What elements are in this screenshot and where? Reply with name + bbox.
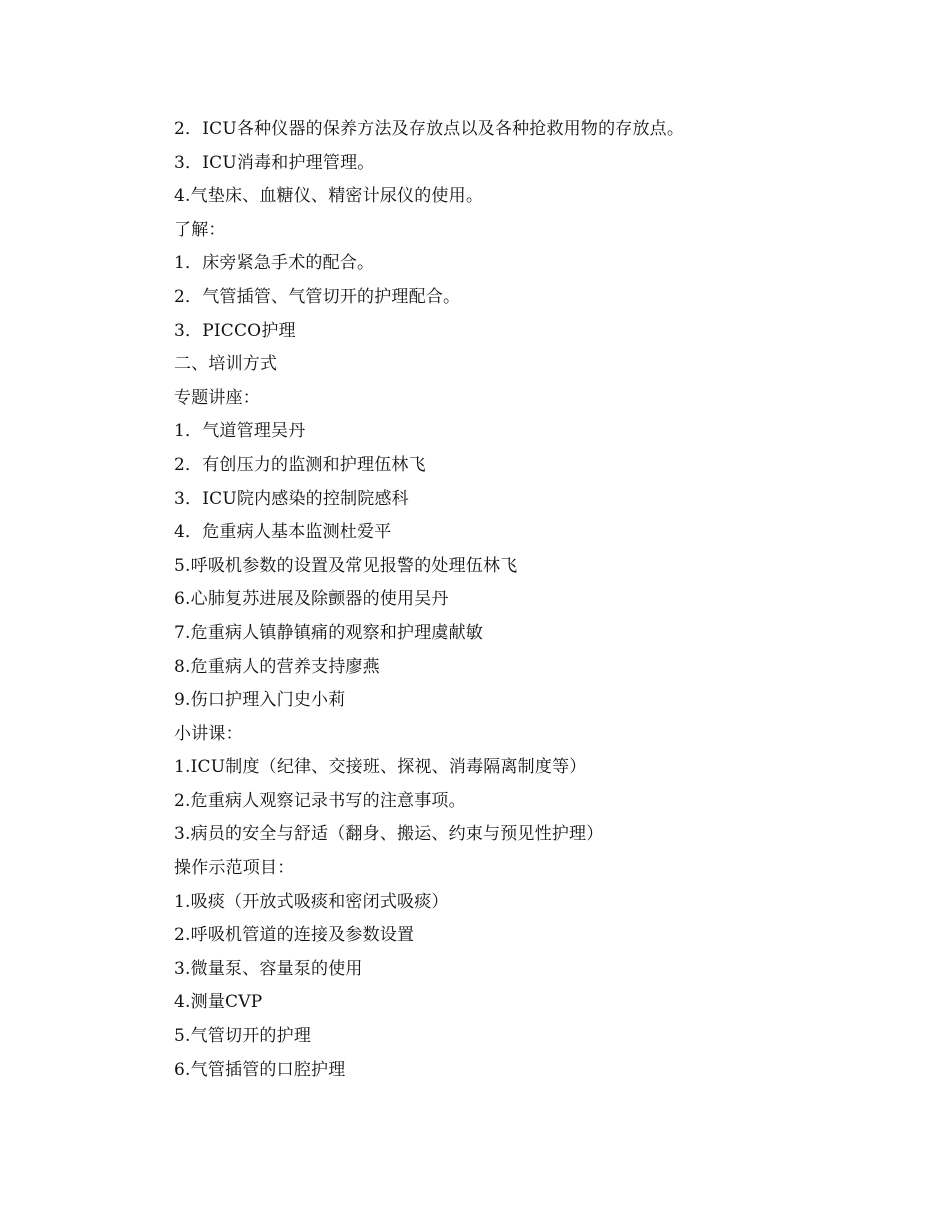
text-line: 8.危重病人的营养支持廖燕 (174, 656, 380, 677)
text-line: 4.测量CVP (174, 992, 263, 1013)
section-label: 小讲课： (174, 723, 243, 744)
text-line: 4.气垫床、血糖仪、精密计尿仪的使用。 (174, 186, 484, 207)
text-line: 3．ICU院内感染的控制院感科 (174, 488, 409, 509)
text-line: 7.危重病人镇静镇痛的观察和护理虞献敏 (174, 622, 484, 643)
text-line: 3．ICU消毒和护理管理。 (174, 152, 375, 173)
section-heading: 二、培训方式 (174, 354, 278, 375)
text-line: 1.ICU制度（纪律、交接班、探视、消毒隔离制度等） (174, 757, 587, 778)
text-line: 6.心肺复苏进展及除颤器的使用吴丹 (174, 589, 449, 610)
section-label: 专题讲座： (174, 387, 260, 408)
text-line: 1．床旁紧急手术的配合。 (174, 253, 375, 274)
section-label: 操作示范项目： (174, 858, 295, 879)
text-line: 2．有创压力的监测和护理伍林飞 (174, 454, 426, 475)
text-line: 3.病员的安全与舒适（翻身、搬运、约束与预见性护理） (174, 824, 604, 845)
text-line: 6.气管插管的口腔护理 (174, 1059, 346, 1080)
text-line: 2．气管插管、气管切开的护理配合。 (174, 286, 461, 307)
text-line: 1．气道管理吴丹 (174, 421, 306, 442)
text-line: 3．PICCO护理 (174, 320, 296, 341)
document-body (174, 113, 894, 1087)
text-line: 4．危重病人基本监测杜爱平 (174, 522, 392, 543)
text-line: 2.危重病人观察记录书写的注意事项。 (174, 790, 466, 811)
text-line: 9.伤口护理入门史小莉 (174, 690, 346, 711)
text-line: 1.吸痰（开放式吸痰和密闭式吸痰） (174, 891, 449, 912)
text-line: 5.呼吸机参数的设置及常见报警的处理伍林飞 (174, 555, 518, 576)
text-line: 3.微量泵、容量泵的使用 (174, 958, 363, 979)
section-label: 了解： (174, 219, 226, 240)
text-line: 2．ICU各种仪器的保养方法及存放点以及各种抢救用物的存放点。 (174, 119, 685, 139)
text-line: 5.气管切开的护理 (174, 1026, 312, 1047)
text-line: 2.呼吸机管道的连接及参数设置 (174, 925, 415, 946)
